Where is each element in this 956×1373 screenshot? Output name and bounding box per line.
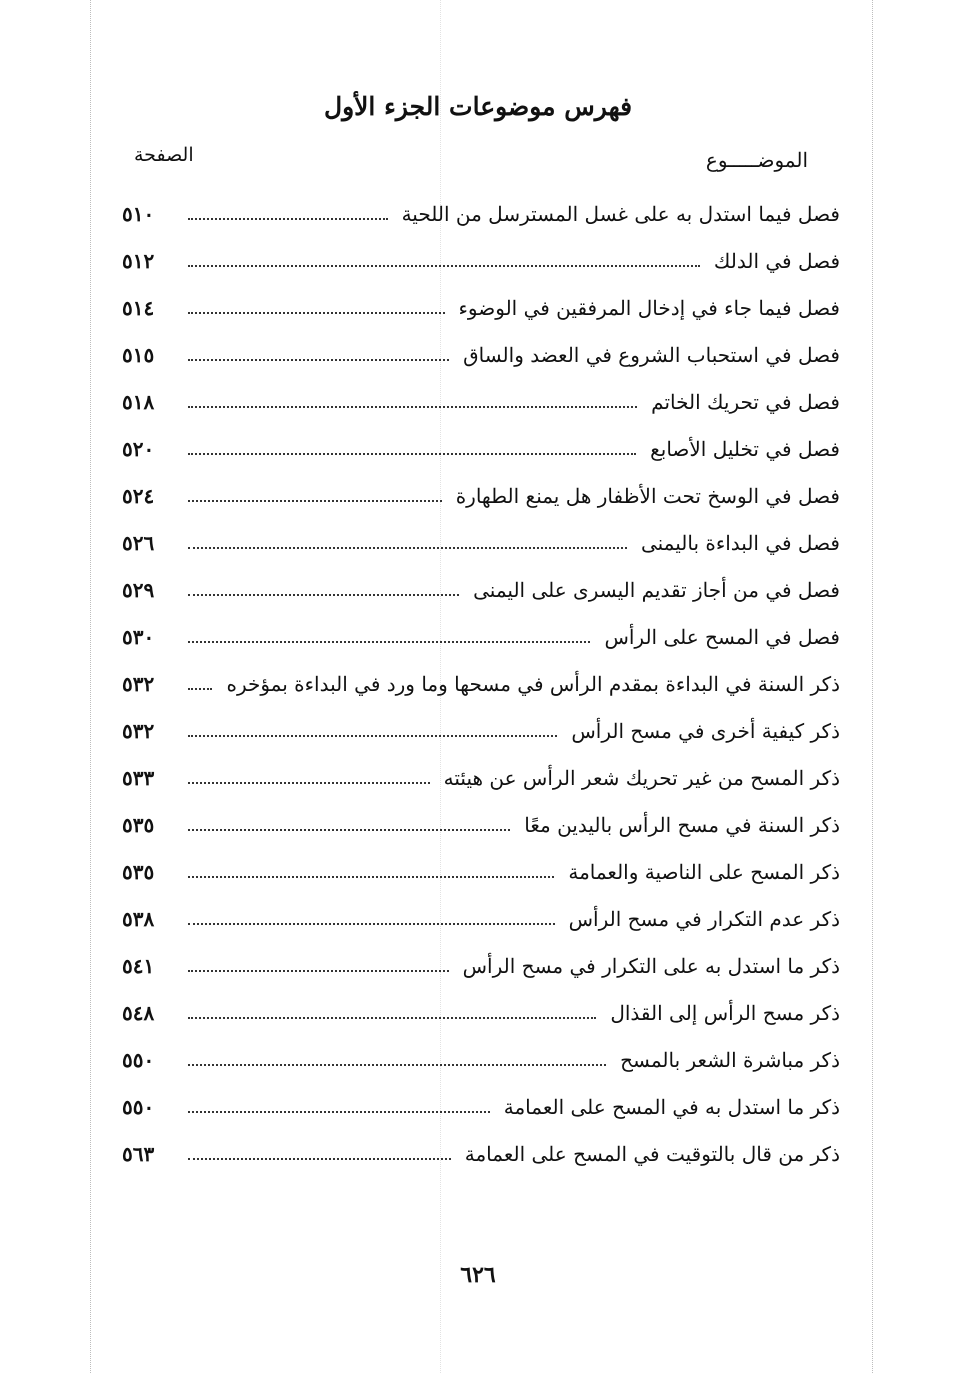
dot-leader [188, 641, 590, 643]
toc-entry [122, 1084, 840, 1131]
toc-entry [122, 425, 840, 472]
dot-leader [188, 218, 388, 220]
toc-entry [122, 849, 840, 896]
dot-leader [188, 1064, 606, 1066]
page-number: ٦٢٦ [460, 1262, 496, 1288]
toc-entry-title: ذكر مباشرة الشعر بالمسح [620, 1048, 840, 1073]
toc-entry [122, 566, 840, 613]
toc-entry-page: ٥١٨ [122, 389, 155, 414]
toc-entry-title: ذكر المسح على الناصية والعمامة [568, 860, 840, 885]
toc-entry-page: ٥٣٠ [122, 624, 155, 649]
dot-leader [188, 782, 430, 784]
toc-entry-title: ذكر ما استدل به على التكرار في مسح الرأس [462, 954, 840, 979]
toc-entry [122, 990, 840, 1037]
dot-leader [188, 312, 445, 314]
toc-entry-page: ٥٣٨ [122, 907, 155, 932]
toc-entry-title: ذكر ما استدل به في المسح على العمامة [503, 1095, 840, 1120]
column-header-topic: الموضـــــوع [705, 148, 808, 172]
toc-entry-page: ٥٣٢ [122, 719, 155, 744]
toc-entry [122, 190, 840, 237]
dot-leader [188, 359, 449, 361]
dot-leader [188, 500, 442, 502]
dot-leader [188, 923, 555, 925]
dot-leader [188, 970, 449, 972]
toc-entry-page: ٥٥٠ [122, 1095, 155, 1120]
toc-entry-title: ذكر مسح الرأس إلى القذال [610, 1001, 840, 1026]
toc-entry [122, 472, 840, 519]
toc-entry [122, 331, 840, 378]
dot-leader [188, 688, 212, 690]
toc-entry-page: ٥٣٣ [122, 766, 155, 791]
toc-entry-title: ذكر كيفية أخرى في مسح الرأس [571, 719, 840, 744]
toc-entry-title: ذكر عدم التكرار في مسح الرأس [568, 907, 840, 932]
toc-entry-page: ٥٥٠ [122, 1048, 155, 1073]
toc-entry-title: فصل في استحباب الشروع في العضد والساق [463, 342, 840, 367]
toc-entry-title: فصل فيما استدل به على غسل المسترسل من اللحية [401, 201, 840, 226]
toc-entry [122, 237, 840, 284]
dot-leader [188, 735, 557, 737]
toc-entry-title: فصل في من أجاز تقديم اليسرى على اليمنى [473, 577, 840, 602]
page-title: فهرس موضوعات الجزء الأول [323, 92, 633, 121]
toc-entry [122, 284, 840, 331]
toc-entry [122, 1037, 840, 1084]
dot-leader [188, 453, 636, 455]
toc-entry-title: ذكر السنة في مسح الرأس باليدين معًا [524, 813, 840, 838]
toc-entry-page: ٥٤٨ [122, 1001, 155, 1026]
dot-leader [188, 829, 510, 831]
toc-entry-page: ٥٦٣ [122, 1142, 155, 1167]
toc-entry-page: ٥٣٢ [122, 671, 155, 696]
toc-entry-page: ٥٤١ [122, 954, 155, 979]
dot-leader [188, 594, 459, 596]
toc-entry-page: ٥٣٥ [122, 860, 155, 885]
toc-entry-page: ٥١٥ [122, 342, 155, 367]
toc-entry-page: ٥٣٥ [122, 813, 155, 838]
toc-entry-title: ذكر المسح من غير تحريك شعر الرأس عن هيئته [443, 766, 840, 791]
toc-entry [122, 519, 840, 566]
toc-entry-page: ٥١٤ [122, 295, 155, 320]
toc-entry-title: فصل فيما جاء في إدخال المرفقين في الوضوء [458, 295, 840, 320]
toc-entry-title: ذكر السنة في البداءة بمقدم الرأس في مسحها وما ورد في البداءة بمؤخره [226, 671, 840, 696]
toc-entry-page: ٥٢٦ [122, 530, 155, 555]
column-header-page: الصفحة [134, 144, 194, 166]
dot-leader [188, 1111, 490, 1113]
toc-entry-title: فصل في الدلك [713, 248, 840, 273]
toc-entry-page: ٥٢٩ [122, 577, 155, 602]
toc-entry-page: ٥١٠ [122, 201, 155, 226]
toc-entry-title: فصل في تحريك الخاتم [651, 389, 840, 414]
dot-leader [188, 1017, 596, 1019]
dot-leader [188, 1158, 451, 1160]
toc-entry [122, 943, 840, 990]
toc-entry [122, 896, 840, 943]
toc-entry-title: فصل في تخليل الأصابع [650, 436, 840, 461]
dot-leader [188, 265, 700, 267]
toc-entry [122, 802, 840, 849]
toc-entry-title: فصل في المسح على الرأس [604, 624, 840, 649]
scan-edge-right [872, 0, 873, 1373]
toc-entry [122, 378, 840, 425]
dot-leader [188, 406, 637, 408]
toc-entry-page: ٥٢٤ [122, 483, 155, 508]
scan-edge-left [90, 0, 91, 1373]
dot-leader [188, 876, 554, 878]
toc-entry-title: فصل في البداءة باليمنى [640, 530, 840, 555]
toc-entry-page: ٥١٢ [122, 248, 155, 273]
toc-entry-page: ٥٢٠ [122, 436, 155, 461]
toc-entry [122, 708, 840, 755]
toc-entry-title: فصل في الوسخ تحت الأظفار هل يمنع الطهارة [455, 483, 840, 508]
toc-entry [122, 660, 840, 707]
toc-entry [122, 755, 840, 802]
dot-leader [188, 547, 627, 549]
toc-list [122, 190, 840, 1178]
toc-entry [122, 613, 840, 660]
toc-entry-title: ذكر من قال بالتوقيت في المسح على العمامة [464, 1142, 840, 1167]
toc-entry [122, 1131, 840, 1178]
